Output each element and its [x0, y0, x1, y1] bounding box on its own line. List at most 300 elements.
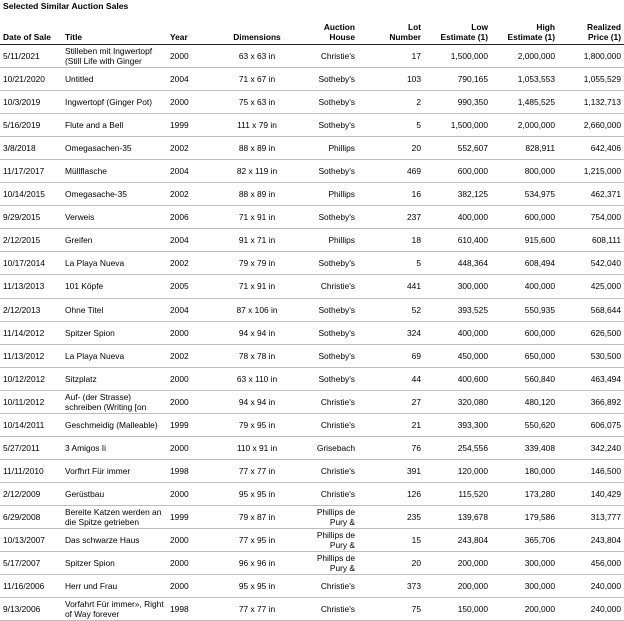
table-row: [0, 459, 624, 482]
col-lot-number: Lot Number: [358, 13, 424, 45]
cell-low-estimate: 790,165: [424, 68, 491, 91]
cell-realized-price: 463,494: [558, 367, 624, 390]
cell-title: [62, 390, 167, 413]
cell-high-estimate: 180,000: [491, 459, 558, 482]
cell-date: 5/17/2007: [0, 552, 62, 575]
cell-title: [62, 344, 167, 367]
cell-dimensions: 79 x 95 in: [209, 413, 305, 436]
cell-year: 2000: [167, 390, 209, 413]
table-row: [0, 252, 624, 275]
cell-dimensions: 110 x 91 in: [209, 436, 305, 459]
table-body: [0, 45, 624, 621]
cell-year: 1999: [167, 505, 209, 528]
cell-title-text: Das schwarze Haus: [65, 535, 140, 545]
cell-realized-price: 606,075: [558, 413, 624, 436]
cell-dimensions: 79 x 79 in: [209, 252, 305, 275]
cell-year: 2000: [167, 575, 209, 598]
cell-title-text: 101 Köpfe: [65, 281, 104, 292]
cell-date: 5/27/2011: [0, 436, 62, 459]
cell-realized-price: 1,215,000: [558, 160, 624, 183]
table-row: [0, 575, 624, 598]
cell-year: 2004: [167, 160, 209, 183]
cell-date: 9/29/2015: [0, 206, 62, 229]
cell-year: 2000: [167, 91, 209, 114]
cell-dimensions: 111 x 79 in: [209, 114, 305, 137]
cell-title-text: Geschmeidig (Malleable): [65, 419, 158, 430]
cell-year: 1999: [167, 114, 209, 137]
cell-low-estimate: 150,000: [424, 598, 491, 621]
cell-dimensions: 87 x 106 in: [209, 298, 305, 321]
cell-title-text: Vorfhrt Für immer: [65, 465, 131, 476]
cell-year: 2002: [167, 137, 209, 160]
cell-dimensions: 71 x 91 in: [209, 206, 305, 229]
table-row: [0, 436, 624, 459]
cell-low-estimate: 600,000: [424, 160, 491, 183]
cell-title-text: Ingwertopf (Ginger Pot): [65, 97, 153, 108]
table-row: [0, 598, 624, 621]
cell-high-estimate: 650,000: [491, 344, 558, 367]
cell-auction-house: [305, 229, 358, 252]
cell-auction-house: [305, 137, 358, 160]
cell-realized-price: 642,406: [558, 137, 624, 160]
cell-realized-price: 240,000: [558, 598, 624, 621]
cell-date: 10/14/2011: [0, 413, 62, 436]
cell-auction-house-text: Christie's: [320, 419, 355, 430]
cell-year: 2002: [167, 344, 209, 367]
cell-title-text: Ohne Titel: [65, 304, 104, 315]
table-row: [0, 344, 624, 367]
cell-low-estimate: 552,607: [424, 137, 491, 160]
cell-low-estimate: 393,525: [424, 298, 491, 321]
cell-lot-number: 15: [358, 528, 424, 551]
cell-lot-number: 324: [358, 321, 424, 344]
cell-year: 2004: [167, 298, 209, 321]
cell-title-text: Omegasache-35: [65, 189, 127, 200]
col-realized-price: Realized Price (1): [558, 13, 624, 45]
cell-date: 10/12/2012: [0, 367, 62, 390]
cell-title-text: Greifen: [65, 235, 93, 246]
cell-high-estimate: 179,586: [491, 505, 558, 528]
cell-auction-house: [305, 482, 358, 505]
table-row: [0, 390, 624, 413]
cell-lot-number: 69: [358, 344, 424, 367]
cell-dimensions: 96 x 96 in: [209, 552, 305, 575]
cell-auction-house: [305, 91, 358, 114]
col-title: Title: [62, 13, 167, 45]
cell-title: [62, 91, 167, 114]
cell-title: [62, 413, 167, 436]
cell-auction-house: [305, 413, 358, 436]
col-date-of-sale: Date of Sale: [0, 13, 62, 45]
cell-lot-number: 27: [358, 390, 424, 413]
table-row: [0, 206, 624, 229]
cell-title: [62, 298, 167, 321]
cell-low-estimate: 610,400: [424, 229, 491, 252]
cell-title-text: Untitled: [65, 74, 94, 85]
cell-auction-house-text: Phillips: [328, 143, 355, 154]
cell-lot-number: 126: [358, 482, 424, 505]
cell-auction-house-text: Phillips: [328, 189, 355, 200]
cell-realized-price: 2,660,000: [558, 114, 624, 137]
cell-auction-house: [305, 183, 358, 206]
cell-title-text: Vorfahrt Für immer», Right of Way forever: [65, 599, 164, 620]
cell-auction-house-text: Sotheby's: [318, 373, 355, 384]
cell-year: 2004: [167, 229, 209, 252]
cell-title-text: 3 Amigos Ii: [65, 442, 106, 453]
cell-date: 5/16/2019: [0, 114, 62, 137]
cell-lot-number: 103: [358, 68, 424, 91]
cell-realized-price: 1,055,529: [558, 68, 624, 91]
cell-date: 2/12/2013: [0, 298, 62, 321]
cell-lot-number: 76: [358, 436, 424, 459]
cell-auction-house: [305, 160, 358, 183]
cell-auction-house: [305, 436, 358, 459]
table-row: [0, 275, 624, 298]
cell-auction-house-text: Sotheby's: [318, 304, 355, 315]
cell-dimensions: 95 x 95 in: [209, 482, 305, 505]
table-row: [0, 482, 624, 505]
cell-low-estimate: 990,350: [424, 91, 491, 114]
cell-year: 2000: [167, 45, 209, 68]
col-year: Year: [167, 13, 209, 45]
table-row: [0, 229, 624, 252]
cell-auction-house-text: Christie's: [320, 281, 355, 292]
cell-year: 1999: [167, 413, 209, 436]
cell-high-estimate: 600,000: [491, 206, 558, 229]
cell-dimensions: 75 x 63 in: [209, 91, 305, 114]
table-row: [0, 160, 624, 183]
cell-high-estimate: 300,000: [491, 552, 558, 575]
cell-title: [62, 137, 167, 160]
cell-auction-house: [305, 575, 358, 598]
cell-auction-house: [305, 68, 358, 91]
cell-high-estimate: 608,494: [491, 252, 558, 275]
cell-year: 2004: [167, 68, 209, 91]
cell-date: 11/13/2013: [0, 275, 62, 298]
cell-lot-number: 441: [358, 275, 424, 298]
cell-high-estimate: 2,000,000: [491, 45, 558, 68]
cell-year: 1998: [167, 598, 209, 621]
cell-low-estimate: 1,500,000: [424, 45, 491, 68]
cell-auction-house-text: Sotheby's: [318, 258, 355, 269]
cell-year: 2002: [167, 183, 209, 206]
cell-realized-price: 140,429: [558, 482, 624, 505]
cell-title: [62, 114, 167, 137]
cell-date: 11/13/2012: [0, 344, 62, 367]
cell-auction-house: [305, 552, 358, 575]
table-row: [0, 45, 624, 68]
cell-lot-number: 44: [358, 367, 424, 390]
cell-lot-number: 5: [358, 252, 424, 275]
table-row: [0, 505, 624, 528]
cell-dimensions: 82 x 119 in: [209, 160, 305, 183]
cell-date: 11/11/2010: [0, 459, 62, 482]
cell-high-estimate: 400,000: [491, 275, 558, 298]
cell-dimensions: 88 x 89 in: [209, 183, 305, 206]
cell-realized-price: 425,000: [558, 275, 624, 298]
cell-date: 11/14/2012: [0, 321, 62, 344]
cell-high-estimate: 534,975: [491, 183, 558, 206]
table-row: [0, 183, 624, 206]
cell-title-text: Stilleben mit Ingwertopf (Still Life with Ginger: [65, 46, 153, 67]
cell-auction-house-text: Christie's: [320, 396, 355, 407]
cell-year: 2000: [167, 482, 209, 505]
cell-high-estimate: 915,600: [491, 229, 558, 252]
cell-auction-house-text: Phillips de Pury &: [316, 553, 355, 574]
cell-auction-house-text: Sotheby's: [318, 212, 355, 223]
table-title: Selected Similar Auction Sales: [3, 1, 129, 11]
cell-lot-number: 373: [358, 575, 424, 598]
cell-low-estimate: 320,080: [424, 390, 491, 413]
cell-dimensions: 63 x 63 in: [209, 45, 305, 68]
table-row: [0, 137, 624, 160]
cell-dimensions: 77 x 95 in: [209, 528, 305, 551]
cell-auction-house-text: Sotheby's: [318, 350, 355, 361]
cell-auction-house: [305, 321, 358, 344]
cell-low-estimate: 115,520: [424, 482, 491, 505]
cell-auction-house-text: Phillips de Pury &: [316, 506, 355, 527]
cell-realized-price: 342,240: [558, 436, 624, 459]
cell-auction-house-text: Christie's: [320, 581, 355, 592]
cell-high-estimate: 339,408: [491, 436, 558, 459]
cell-dimensions: 95 x 95 in: [209, 575, 305, 598]
cell-lot-number: 237: [358, 206, 424, 229]
cell-auction-house-text: Christie's: [320, 604, 355, 615]
cell-low-estimate: 448,364: [424, 252, 491, 275]
cell-title: [62, 505, 167, 528]
cell-title-text: Müllflasche: [65, 166, 107, 177]
cell-auction-house: [305, 459, 358, 482]
cell-auction-house: [305, 390, 358, 413]
cell-lot-number: 52: [358, 298, 424, 321]
cell-high-estimate: 1,053,553: [491, 68, 558, 91]
cell-realized-price: 456,000: [558, 552, 624, 575]
cell-auction-house-text: Sotheby's: [318, 74, 355, 85]
cell-high-estimate: 600,000: [491, 321, 558, 344]
cell-year: 2005: [167, 275, 209, 298]
table-row: [0, 528, 624, 551]
cell-realized-price: 313,777: [558, 505, 624, 528]
table-row: [0, 91, 624, 114]
cell-year: 1998: [167, 459, 209, 482]
cell-title-text: La Playa Nueva: [65, 350, 125, 361]
cell-low-estimate: 200,000: [424, 575, 491, 598]
cell-low-estimate: 382,125: [424, 183, 491, 206]
cell-low-estimate: 300,000: [424, 275, 491, 298]
cell-lot-number: 391: [358, 459, 424, 482]
cell-auction-house: [305, 275, 358, 298]
cell-dimensions: 71 x 91 in: [209, 275, 305, 298]
cell-year: 2000: [167, 528, 209, 551]
table-row: [0, 68, 624, 91]
cell-title-text: Spitzer Spion: [65, 327, 115, 338]
cell-auction-house-text: Phillips: [328, 235, 355, 246]
cell-title: [62, 45, 167, 68]
cell-title-text: Spitzer Spion: [65, 558, 115, 569]
cell-realized-price: 146,500: [558, 459, 624, 482]
cell-high-estimate: 560,840: [491, 367, 558, 390]
cell-dimensions: 79 x 87 in: [209, 505, 305, 528]
cell-year: 2000: [167, 367, 209, 390]
cell-title-text: Flute and a Bell: [65, 120, 124, 131]
cell-title-text: Omegasachen-35: [65, 143, 132, 154]
cell-title: [62, 321, 167, 344]
cell-lot-number: 16: [358, 183, 424, 206]
cell-low-estimate: 393,300: [424, 413, 491, 436]
cell-dimensions: 77 x 77 in: [209, 598, 305, 621]
cell-date: 10/11/2012: [0, 390, 62, 413]
cell-auction-house-text: Sotheby's: [318, 97, 355, 108]
cell-realized-price: 568,644: [558, 298, 624, 321]
cell-title: [62, 436, 167, 459]
cell-date: 11/17/2017: [0, 160, 62, 183]
cell-title: [62, 252, 167, 275]
cell-date: 9/13/2006: [0, 598, 62, 621]
cell-high-estimate: 550,620: [491, 413, 558, 436]
col-high-estimate: High Estimate (1): [491, 13, 558, 45]
cell-realized-price: 1,132,713: [558, 91, 624, 114]
cell-date: 2/12/2009: [0, 482, 62, 505]
cell-date: 2/12/2015: [0, 229, 62, 252]
col-dimensions: Dimensions: [209, 13, 305, 45]
cell-low-estimate: 120,000: [424, 459, 491, 482]
cell-auction-house-text: Sotheby's: [318, 166, 355, 177]
cell-title: [62, 229, 167, 252]
cell-lot-number: 18: [358, 229, 424, 252]
cell-auction-house-text: Phillips de Pury &: [316, 530, 355, 550]
col-low-estimate: Low Estimate (1): [424, 13, 491, 45]
cell-title-text: Bereite Katzen werden an die Spitze getrieben: [65, 506, 162, 527]
cell-auction-house-text: Sotheby's: [318, 327, 355, 338]
cell-realized-price: 530,500: [558, 344, 624, 367]
cell-year: 2000: [167, 552, 209, 575]
cell-realized-price: 243,804: [558, 528, 624, 551]
cell-lot-number: 5: [358, 114, 424, 137]
cell-auction-house: [305, 528, 358, 551]
cell-date: 6/29/2008: [0, 505, 62, 528]
cell-title: [62, 459, 167, 482]
cell-realized-price: 754,000: [558, 206, 624, 229]
table-row: [0, 413, 624, 436]
cell-lot-number: 21: [358, 413, 424, 436]
cell-realized-price: 366,892: [558, 390, 624, 413]
col-auction-house: Auction House: [305, 13, 358, 45]
cell-dimensions: 71 x 67 in: [209, 68, 305, 91]
cell-title: [62, 482, 167, 505]
cell-auction-house-text: Christie's: [320, 488, 355, 499]
cell-high-estimate: 365,706: [491, 528, 558, 551]
cell-date: 10/17/2014: [0, 252, 62, 275]
cell-title-text: Auf- (der Strasse) schreiben (Writing [on: [65, 391, 147, 412]
cell-auction-house: [305, 505, 358, 528]
cell-lot-number: 75: [358, 598, 424, 621]
cell-low-estimate: 400,000: [424, 206, 491, 229]
cell-title: [62, 160, 167, 183]
cell-title-text: La Playa Nueva: [65, 258, 125, 269]
cell-title: [62, 575, 167, 598]
cell-title-text: Gerüstbau: [65, 488, 105, 499]
cell-realized-price: 626,500: [558, 321, 624, 344]
cell-date: 10/21/2020: [0, 68, 62, 91]
cell-dimensions: 78 x 78 in: [209, 344, 305, 367]
cell-high-estimate: 550,935: [491, 298, 558, 321]
cell-title: [62, 68, 167, 91]
cell-low-estimate: 1,500,000: [424, 114, 491, 137]
cell-high-estimate: 1,485,525: [491, 91, 558, 114]
header-row: [0, 13, 624, 45]
cell-auction-house: [305, 598, 358, 621]
cell-date: 10/14/2015: [0, 183, 62, 206]
cell-date: 5/11/2021: [0, 45, 62, 68]
cell-auction-house: [305, 114, 358, 137]
cell-title: [62, 528, 167, 551]
cell-date: 3/8/2018: [0, 137, 62, 160]
cell-auction-house-text: Sotheby's: [318, 120, 355, 131]
cell-dimensions: 91 x 71 in: [209, 229, 305, 252]
cell-auction-house-text: Grisebach: [316, 442, 355, 453]
cell-date: 10/13/2007: [0, 528, 62, 551]
table-row: [0, 552, 624, 575]
cell-auction-house: [305, 206, 358, 229]
cell-auction-house: [305, 252, 358, 275]
cell-auction-house: [305, 344, 358, 367]
cell-title: [62, 275, 167, 298]
cell-title: [62, 183, 167, 206]
table-row: [0, 114, 624, 137]
cell-title: [62, 598, 167, 621]
cell-low-estimate: 400,000: [424, 321, 491, 344]
cell-low-estimate: 254,556: [424, 436, 491, 459]
cell-realized-price: 608,111: [558, 229, 624, 252]
cell-auction-house-text: Christie's: [320, 51, 355, 62]
cell-title-text: Verweis: [65, 212, 95, 223]
table-row: [0, 367, 624, 390]
cell-low-estimate: 243,804: [424, 528, 491, 551]
cell-high-estimate: 300,000: [491, 575, 558, 598]
cell-realized-price: 1,800,000: [558, 45, 624, 68]
cell-lot-number: 20: [358, 137, 424, 160]
cell-lot-number: 17: [358, 45, 424, 68]
cell-title-text: Sitzplatz: [65, 373, 97, 384]
cell-high-estimate: 480,120: [491, 390, 558, 413]
cell-low-estimate: 200,000: [424, 552, 491, 575]
cell-dimensions: 63 x 110 in: [209, 367, 305, 390]
cell-year: 2000: [167, 436, 209, 459]
cell-dimensions: 88 x 89 in: [209, 137, 305, 160]
cell-high-estimate: 800,000: [491, 160, 558, 183]
cell-dimensions: 77 x 77 in: [209, 459, 305, 482]
cell-realized-price: 240,000: [558, 575, 624, 598]
auction-sales-table: [0, 13, 624, 621]
cell-high-estimate: 2,000,000: [491, 114, 558, 137]
cell-year: 2002: [167, 252, 209, 275]
cell-title-text: Herr und Frau: [65, 581, 118, 592]
cell-realized-price: 462,371: [558, 183, 624, 206]
table-row: [0, 321, 624, 344]
cell-year: 2000: [167, 321, 209, 344]
cell-realized-price: 542,040: [558, 252, 624, 275]
cell-high-estimate: 173,280: [491, 482, 558, 505]
cell-high-estimate: 828,911: [491, 137, 558, 160]
cell-title: [62, 206, 167, 229]
cell-date: 11/16/2006: [0, 575, 62, 598]
cell-auction-house: [305, 367, 358, 390]
cell-auction-house: [305, 45, 358, 68]
cell-high-estimate: 200,000: [491, 598, 558, 621]
cell-lot-number: 469: [358, 160, 424, 183]
cell-lot-number: 2: [358, 91, 424, 114]
cell-date: 10/3/2019: [0, 91, 62, 114]
